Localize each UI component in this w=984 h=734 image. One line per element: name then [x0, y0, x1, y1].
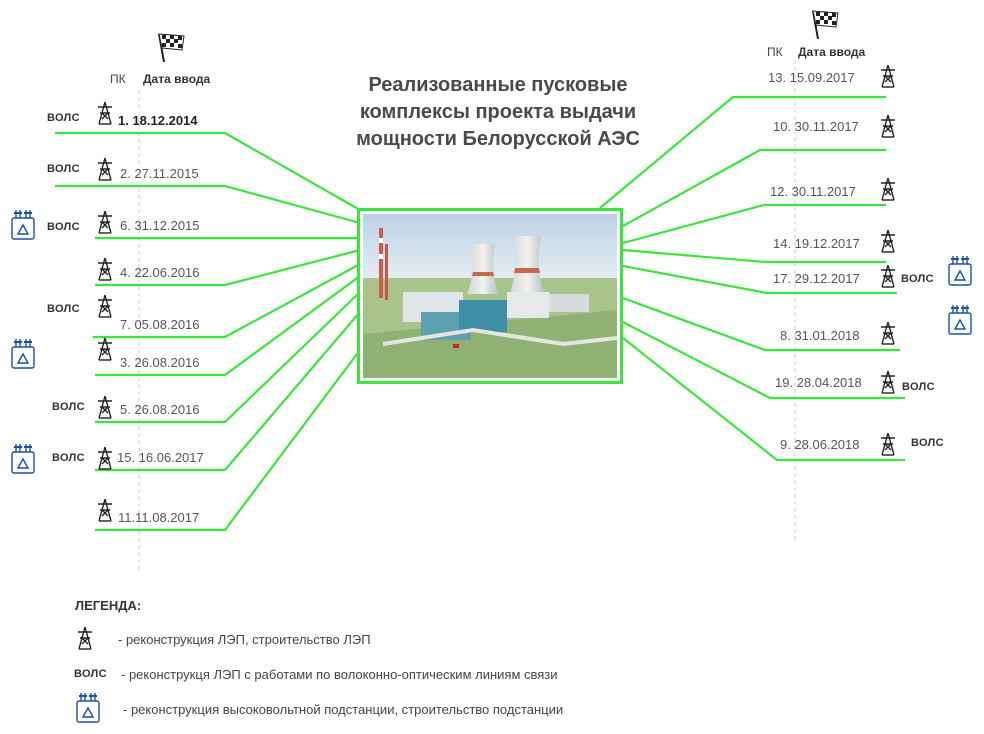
right-item-label: 12. 30.11.2017: [770, 184, 856, 199]
substation-icon: [10, 441, 36, 475]
vols-tag: ВОЛС: [911, 437, 944, 449]
left-item-label: 7. 05.08.2016: [120, 317, 200, 332]
vols-tag: ВОЛС: [47, 112, 80, 124]
substation-icon: [10, 336, 36, 370]
finish-flag-icon: [808, 7, 842, 41]
legend-vols-text: - реконструкця ЛЭП с работами по волоконно-оптическим линиям связи: [121, 667, 558, 682]
power-tower-icon: [96, 294, 114, 318]
title-line: мощности Белорусской АЭС: [356, 128, 640, 150]
power-tower-icon: [96, 157, 114, 181]
power-tower-icon: [96, 337, 114, 361]
right-item-label: 10. 30.11.2017: [773, 119, 859, 134]
right-item-label: 9. 28.06.2018: [780, 437, 860, 452]
left-item-label: 15. 16.06.2017: [117, 450, 204, 465]
left-item-label: 4. 22.06.2016: [120, 265, 200, 280]
right-item-label: 17. 29.12.2017: [773, 271, 860, 286]
power-tower-icon: [879, 432, 897, 456]
power-tower-icon: [96, 101, 114, 125]
power-tower-icon: [96, 446, 114, 470]
title-line: Реализованные пусковые: [368, 74, 628, 96]
vols-tag: ВОЛС: [47, 221, 80, 233]
legend-tower-text: - реконструкция ЛЭП, строительство ЛЭП: [118, 632, 371, 647]
connection-line-right: [623, 322, 905, 398]
power-tower-icon: [76, 626, 94, 650]
left-item-label: 11.11.08.2017: [118, 510, 200, 525]
power-tower-icon: [879, 370, 897, 394]
vols-tag: ВОЛС: [47, 163, 80, 175]
power-tower-icon: [879, 229, 897, 253]
legend-vols-tag: ВОЛС: [74, 668, 107, 680]
vols-tag: ВОЛС: [52, 401, 85, 413]
title-line: комплексы проекта выдачи: [359, 101, 637, 123]
power-tower-icon: [879, 177, 897, 201]
power-tower-icon: [879, 264, 897, 288]
right-header-date: Дата ввода: [798, 45, 866, 59]
legend-title: ЛЕГЕНДА:: [75, 598, 142, 613]
substation-icon: [947, 253, 973, 287]
right-item-label: 14. 19.12.2017: [773, 236, 860, 251]
left-item-label: 6. 31.12.2015: [120, 218, 200, 233]
substation-icon: [10, 207, 36, 241]
substation-icon: [75, 690, 101, 724]
finish-flag-icon: [154, 30, 188, 64]
left-header-pk: ПК: [110, 72, 126, 86]
connection-line-right: [623, 250, 886, 262]
vols-tag: ВОЛС: [47, 303, 80, 315]
power-tower-icon: [96, 498, 114, 522]
right-item-label: 8. 31.01.2018: [780, 328, 860, 343]
power-tower-icon: [879, 114, 897, 138]
substation-icon: [947, 302, 973, 336]
vols-tag: ВОЛС: [902, 381, 935, 393]
power-tower-icon: [96, 257, 114, 281]
connection-line-left: [95, 350, 360, 530]
vols-tag: ВОЛС: [901, 273, 934, 285]
power-tower-icon: [96, 210, 114, 234]
power-tower-icon: [879, 64, 897, 88]
page-title: [338, 72, 658, 153]
left-item-label: 2. 27.11.2015: [120, 166, 199, 181]
power-tower-icon: [96, 395, 114, 419]
left-item-label: 3. 26.08.2016: [120, 355, 200, 370]
right-header-pk: ПК: [767, 45, 783, 59]
left-header-date: Дата ввода: [143, 72, 211, 86]
legend-substation-text: - реконструкция высоковольтной подстанции, строительство подстанции: [123, 702, 564, 717]
left-item-label: 1. 18.12.2014: [118, 113, 198, 128]
left-item-label: 5. 26.08.2016: [120, 402, 200, 417]
power-tower-icon: [879, 321, 897, 345]
right-item-label: 13. 15.09.2017: [768, 70, 855, 85]
right-item-label: 19. 28.04.2018: [775, 375, 862, 390]
power-plant-rendering: [357, 208, 623, 384]
vols-tag: ВОЛС: [52, 452, 85, 464]
